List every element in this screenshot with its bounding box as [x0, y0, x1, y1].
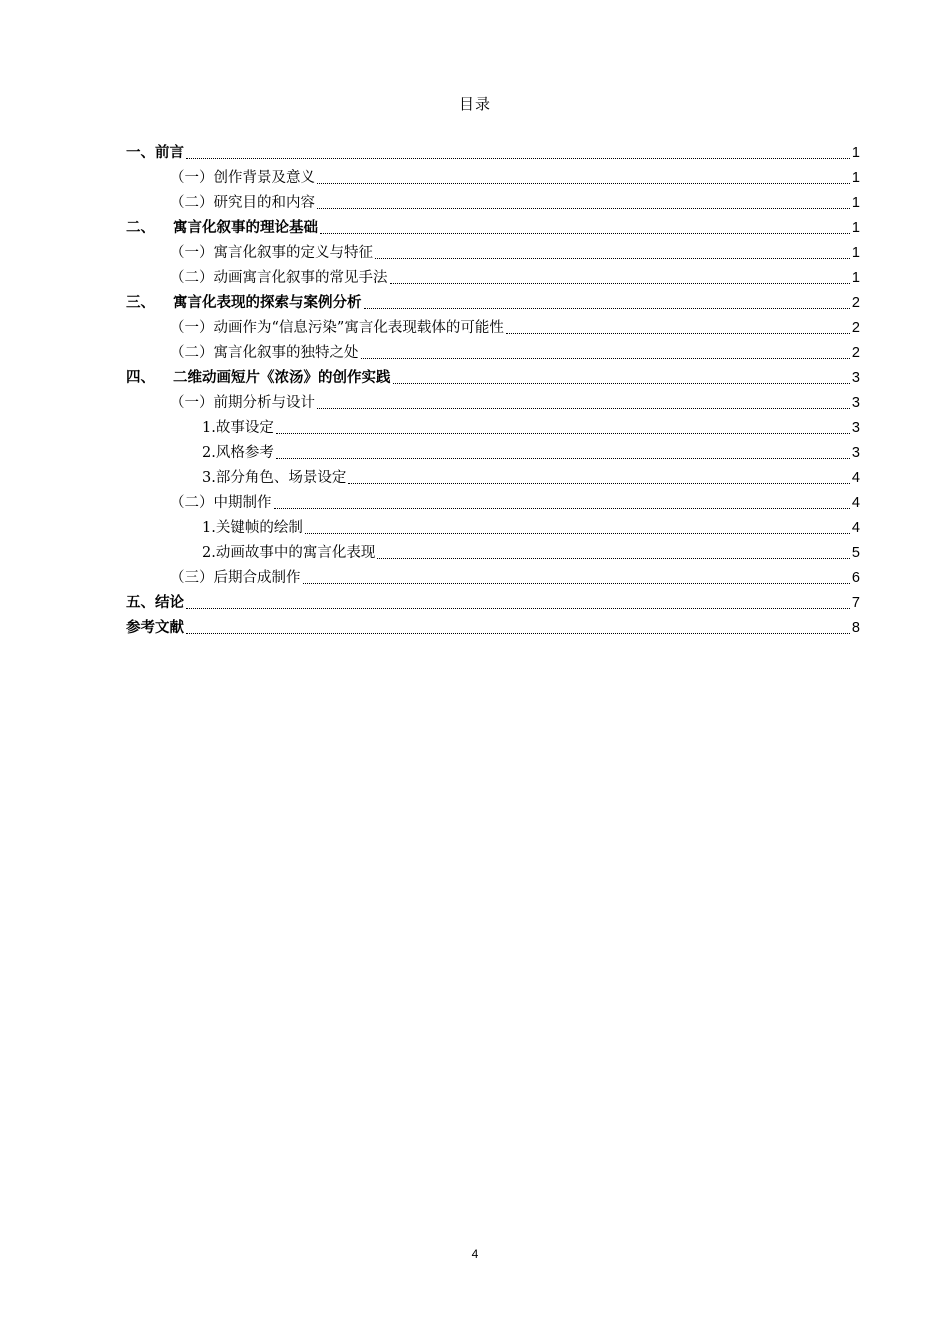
toc-entry-text: （二）研究目的和内容 [170, 195, 315, 211]
toc-entry[interactable] [126, 466, 860, 491]
toc-entry-page: 6 [851, 570, 860, 586]
toc-entry[interactable] [126, 316, 860, 341]
toc-entry-text: （一）寓言化叙事的定义与特征 [170, 245, 373, 261]
toc-entry[interactable] [126, 241, 860, 266]
toc-entry-label [170, 566, 301, 591]
toc-entry-text: 1.关键帧的绘制 [202, 520, 303, 536]
toc-entry-page: 1 [851, 220, 860, 236]
toc-entry-label [126, 591, 184, 616]
toc-entry-label [170, 191, 315, 216]
toc-entry-page: 1 [851, 145, 860, 161]
toc-entry[interactable] [126, 516, 860, 541]
dot-leader [274, 508, 850, 509]
dot-leader [361, 358, 850, 359]
toc-entry-label [170, 341, 359, 366]
toc-entry-page: 4 [851, 520, 860, 536]
toc-entry-number: 四、 [126, 370, 155, 386]
toc-entry-page: 2 [851, 345, 860, 361]
toc-entry-page: 2 [851, 295, 860, 311]
toc-entry-page: 4 [851, 470, 860, 486]
dot-leader [375, 258, 850, 259]
toc-entry-page: 1 [851, 195, 860, 211]
toc-entry-text: 一、前言 [126, 145, 184, 161]
toc-entry-page: 8 [851, 620, 860, 636]
toc-entry-page: 4 [851, 495, 860, 511]
toc-entry[interactable] [126, 566, 860, 591]
toc-entry[interactable] [126, 591, 860, 616]
toc-entry-label [170, 241, 373, 266]
toc-entry-label [126, 616, 184, 641]
dot-leader [393, 383, 850, 384]
dot-leader [348, 483, 850, 484]
toc-entry[interactable] [126, 541, 860, 566]
toc-entry-label [202, 541, 375, 566]
toc-entry-page: 3 [851, 395, 860, 411]
toc-entry[interactable] [126, 141, 860, 166]
toc-entry-text: 3.部分角色、场景设定 [202, 470, 347, 486]
dot-leader [320, 233, 850, 234]
toc-entry-text: 1.故事设定 [202, 420, 274, 436]
toc-entry[interactable] [126, 341, 860, 366]
dot-leader [305, 533, 850, 534]
toc-entry-label [126, 366, 391, 391]
toc-entry-text: （一）动画作为“信息污染”寓言化表现载体的可能性 [170, 320, 504, 336]
toc-entry-label [170, 166, 315, 191]
page-number: 4 [471, 1247, 479, 1261]
toc-entry[interactable] [126, 416, 860, 441]
toc-entry-label [202, 441, 274, 466]
toc-entry-label [202, 416, 274, 441]
toc-entry-number: 二、 [126, 220, 155, 236]
toc-entry-text: （一）创作背景及意义 [170, 170, 315, 186]
toc-entry-label [170, 391, 315, 416]
dot-leader [303, 583, 850, 584]
toc-entry-page: 1 [851, 245, 860, 261]
toc-entry-text: （二）动画寓言化叙事的常见手法 [170, 270, 388, 286]
toc-entry[interactable] [126, 291, 860, 316]
toc-entry-text: （二）寓言化叙事的独特之处 [170, 345, 359, 361]
dot-leader [186, 633, 850, 634]
toc-entry-text: 2.风格参考 [202, 445, 274, 461]
toc-entry[interactable] [126, 441, 860, 466]
dot-leader [377, 558, 850, 559]
toc-title: 目录 [458, 95, 491, 113]
toc-entry-text: 寓言化表现的探索与案例分析 [173, 295, 362, 311]
toc-entry-label [202, 466, 346, 491]
toc-entry[interactable] [126, 266, 860, 291]
dot-leader [186, 608, 850, 609]
dot-leader [276, 433, 850, 434]
toc-entry-page: 7 [851, 595, 860, 611]
toc-entry-label [126, 141, 184, 166]
toc-entry[interactable] [126, 216, 860, 241]
toc-entry-label [202, 516, 303, 541]
toc-entry-page: 5 [851, 545, 860, 561]
toc-entry-text: 参考文献 [126, 620, 184, 636]
toc-entry[interactable] [126, 366, 860, 391]
toc-entry-page: 1 [851, 170, 860, 186]
toc-entry-text: （三）后期合成制作 [170, 570, 301, 586]
toc-entry-page: 2 [851, 320, 860, 336]
toc-entry-label [170, 491, 272, 516]
toc-entry-text: 二维动画短片《浓汤》的创作实践 [173, 370, 391, 386]
toc-entry-page: 3 [851, 420, 860, 436]
toc-entry-text: （一）前期分析与设计 [170, 395, 315, 411]
dot-leader [276, 458, 850, 459]
toc-entry-label [170, 316, 504, 341]
toc-entry-number: 三、 [126, 295, 155, 311]
table-of-contents [126, 141, 860, 641]
dot-leader [364, 308, 850, 309]
toc-entry-page: 3 [851, 370, 860, 386]
toc-entry-label [126, 216, 318, 241]
dot-leader [317, 208, 850, 209]
toc-entry-label [126, 291, 362, 316]
dot-leader [186, 158, 850, 159]
toc-entry[interactable] [126, 616, 860, 641]
toc-entry-text: 寓言化叙事的理论基础 [173, 220, 318, 236]
toc-entry-text: （二）中期制作 [170, 495, 272, 511]
toc-entry-text: 五、结论 [126, 595, 184, 611]
dot-leader [506, 333, 850, 334]
toc-entry[interactable] [126, 491, 860, 516]
toc-entry-label [170, 266, 388, 291]
dot-leader [317, 183, 850, 184]
toc-entry-text: 2.动画故事中的寓言化表现 [202, 545, 376, 561]
dot-leader [317, 408, 850, 409]
toc-entry[interactable] [126, 391, 860, 416]
toc-entry-page: 1 [851, 270, 860, 286]
toc-entry[interactable] [126, 166, 860, 191]
dot-leader [390, 283, 850, 284]
toc-entry-page: 3 [851, 445, 860, 461]
toc-entry[interactable] [126, 191, 860, 216]
